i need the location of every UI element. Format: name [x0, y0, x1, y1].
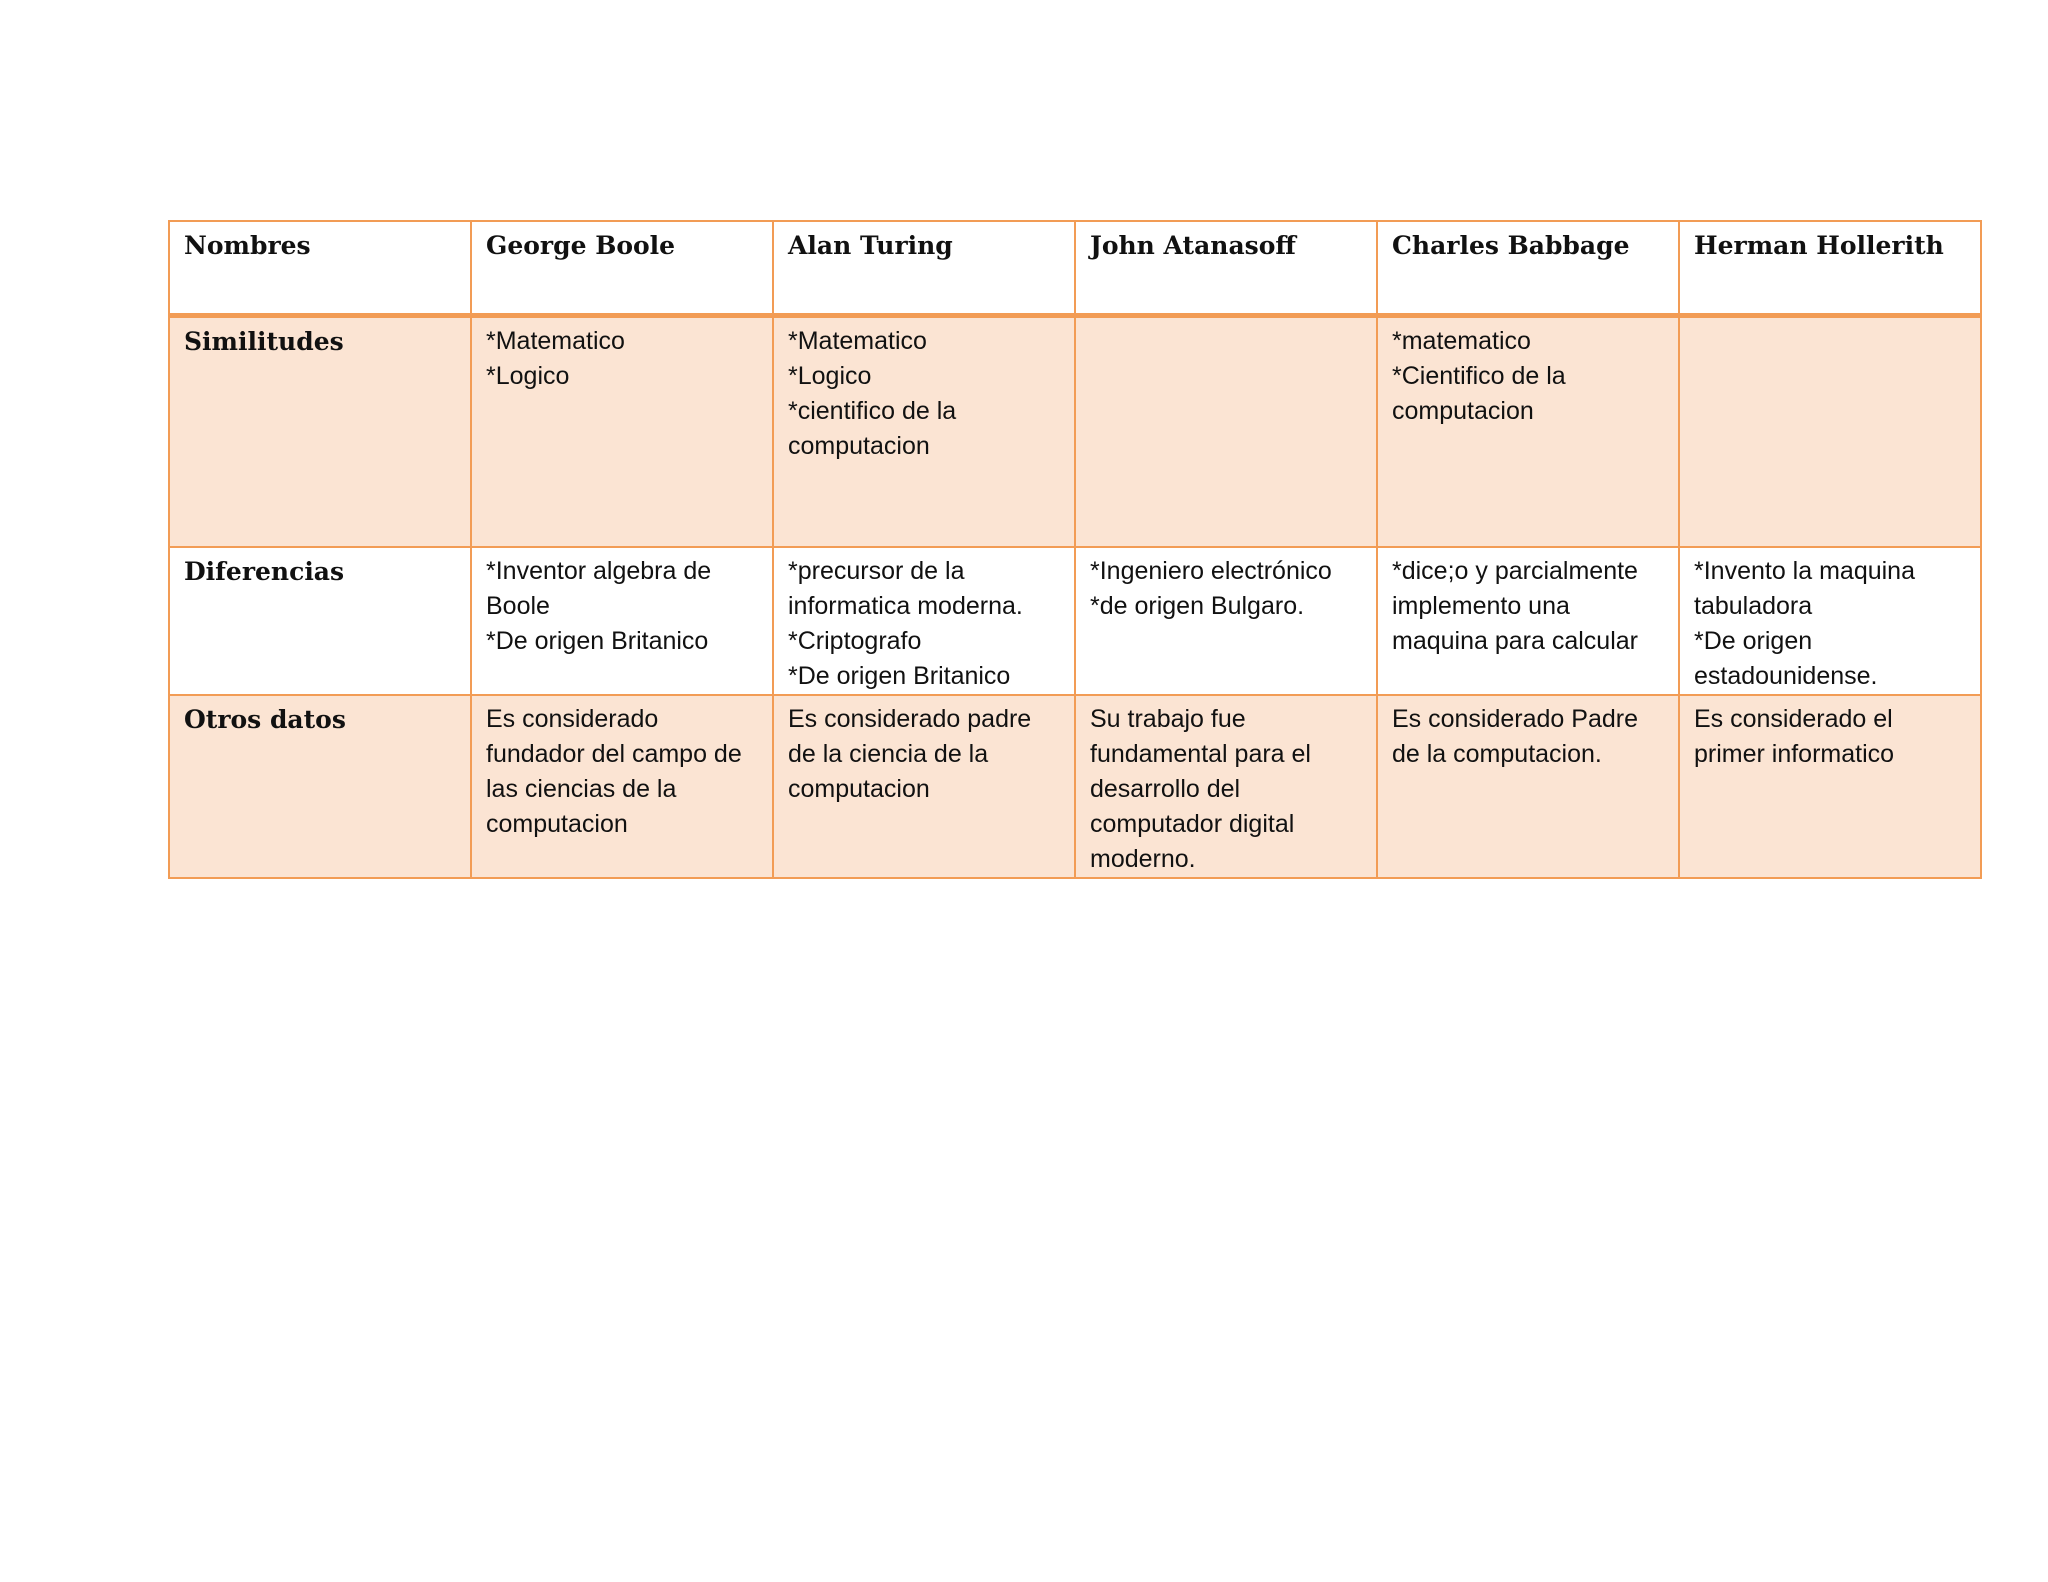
cell-text-line: Es considerado: [486, 705, 659, 733]
header-cell: [169, 221, 471, 315]
cell-text-line: implemento una: [1392, 592, 1570, 620]
cell-text-line: Boole: [486, 592, 550, 620]
cell-text-line: tabuladora: [1694, 592, 1813, 620]
cell-text-line: estadounidense.: [1694, 662, 1878, 690]
cell-text-line: Su trabajo fue: [1090, 705, 1246, 733]
cell-text-line: *Criptografo: [788, 627, 922, 655]
cell-text-line: *Inventor algebra de: [486, 557, 712, 585]
cell-text-line: *Matematico: [788, 326, 927, 355]
table-cell: [1679, 315, 1981, 547]
cell-text-line: primer informatico: [1694, 740, 1895, 768]
header-cell: [1075, 221, 1377, 315]
table-row: [169, 547, 1981, 695]
column-name: Herman Hollerith: [1694, 231, 1944, 260]
cell-text-line: *matematico: [1392, 326, 1531, 355]
cell-text-line: desarrollo del: [1090, 775, 1241, 803]
table-cell: [773, 547, 1075, 695]
cell-text-line: computacion: [1392, 396, 1534, 425]
table-cell: [1075, 315, 1377, 547]
comparison-table: [168, 220, 1982, 879]
cell-text-line: *De origen: [1694, 627, 1813, 655]
cell-text-line: fundamental para el: [1090, 740, 1311, 768]
row-label-cell: [169, 695, 471, 878]
table-cell: [471, 695, 773, 878]
table-row: [169, 315, 1981, 547]
cell-text-line: computacion: [486, 810, 628, 838]
row-label: Diferencias: [184, 557, 345, 586]
table-row: [169, 695, 1981, 878]
cell-text-line: fundador del campo de: [486, 740, 742, 768]
cell-text-line: Es considerado el: [1694, 705, 1893, 733]
header-cell: [471, 221, 773, 315]
table-cell: [471, 547, 773, 695]
table-cell: [1679, 695, 1981, 878]
cell-text-line: *precursor de la: [788, 557, 965, 585]
cell-text-line: *Invento la maquina: [1694, 557, 1915, 585]
cell-text-line: moderno.: [1090, 845, 1196, 873]
cell-text-line: *de origen Bulgaro.: [1090, 592, 1305, 620]
table-header-row: [169, 221, 1981, 315]
cell-text-line: *Ingeniero electrónico: [1090, 557, 1332, 585]
table-cell: [471, 315, 773, 547]
table-cell: [1377, 547, 1679, 695]
column-name: Charles Babbage: [1392, 231, 1630, 260]
row-label-cell: [169, 315, 471, 547]
cell-text-line: de la ciencia de la: [788, 740, 989, 768]
cell-text-line: informatica moderna.: [788, 592, 1023, 620]
row-label: Similitudes: [184, 326, 344, 356]
cell-text-line: las ciencias de la: [486, 775, 677, 803]
cell-text-line: computacion: [788, 775, 930, 803]
cell-text-line: *Logico: [788, 361, 872, 390]
cell-text-line: computador digital: [1090, 810, 1295, 838]
cell-text-line: *De origen Britanico: [788, 662, 1011, 690]
table-cell: [1679, 547, 1981, 695]
header-label: Nombres: [184, 231, 311, 260]
header-cell: [1377, 221, 1679, 315]
table-cell: [1377, 695, 1679, 878]
table-cell: [1075, 695, 1377, 878]
row-label: Otros datos: [184, 705, 346, 734]
cell-text-line: maquina para calcular: [1392, 627, 1638, 655]
column-name: Alan Turing: [788, 231, 953, 260]
table-cell: [1377, 315, 1679, 547]
header-cell: [773, 221, 1075, 315]
table-cell: [1075, 547, 1377, 695]
row-label-cell: [169, 547, 471, 695]
cell-text-line: Es considerado padre: [788, 705, 1032, 733]
cell-text-line: de la computacion.: [1392, 740, 1602, 768]
cell-text-line: *Matematico: [486, 326, 625, 355]
header-cell: [1679, 221, 1981, 315]
cell-text-line: *cientifico de la: [788, 396, 957, 425]
cell-text-line: *De origen Britanico: [486, 627, 709, 655]
table-cell: [773, 695, 1075, 878]
cell-text-line: *Cientifico de la: [1392, 361, 1566, 390]
column-name: John Atanasoff: [1090, 231, 1296, 260]
column-name: George Boole: [486, 231, 676, 260]
table-cell: [773, 315, 1075, 547]
cell-text-line: computacion: [788, 431, 930, 460]
cell-text-line: *Logico: [486, 361, 570, 390]
cell-text-line: Es considerado Padre: [1392, 705, 1638, 733]
cell-text-line: *dice;o y parcialmente: [1392, 557, 1638, 585]
